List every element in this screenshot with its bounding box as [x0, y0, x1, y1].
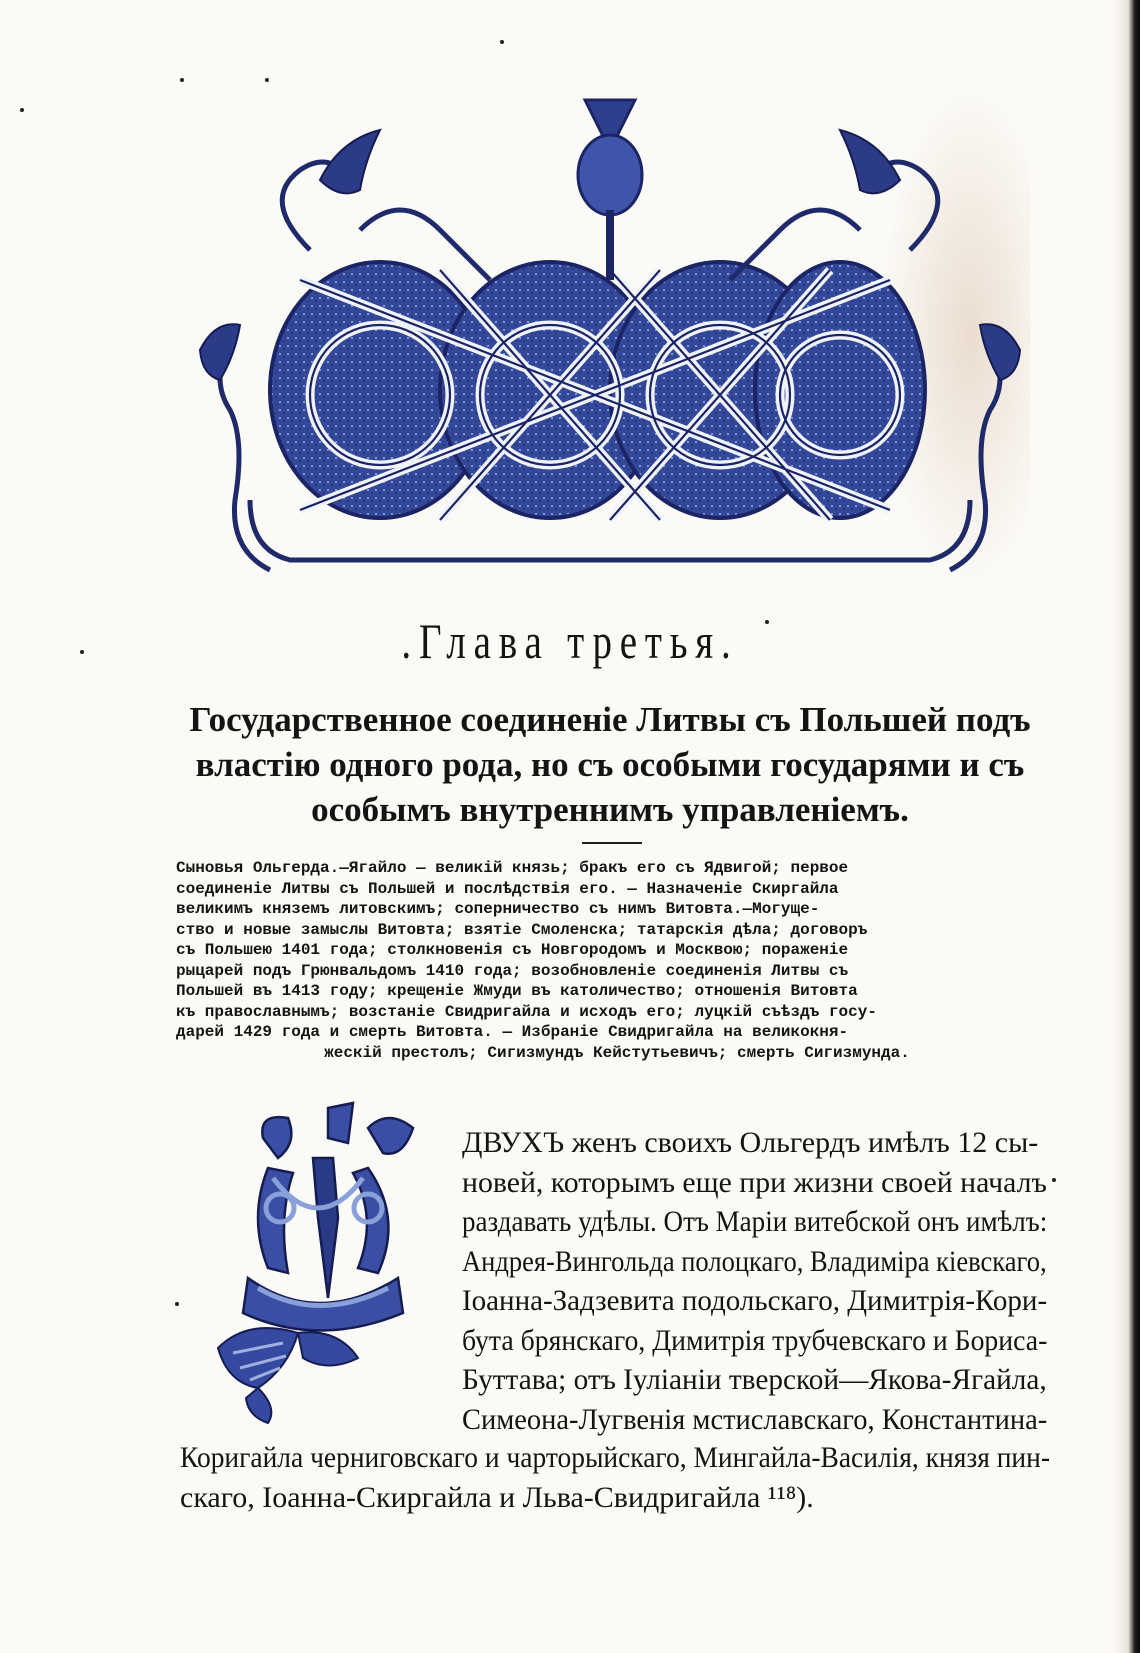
interlace-headpiece — [190, 80, 1030, 585]
body-line: раздавать удѣлы. Отъ Марiи витебской онъ имѣлъ: — [462, 1205, 1048, 1238]
body-line: Андрея-Вингольда полоцкаго, Владимiра кiевскаго, — [462, 1244, 1047, 1278]
summary-line: рыцарей подъ Грюнвальдомъ 1410 года; возобновленіе соединенія Литвы съ — [176, 961, 849, 980]
body-text-column-2 — [180, 1438, 1050, 1517]
chapter-heading: Государственное соединенiе Литвы съ Польшей подъ властiю одного рода, но съ особыми государями и съ особымъ внутреннимъ управленiемъ. — [189, 700, 1031, 829]
summary-line: къ православнымъ; возстаніе Свидригайла и исходъ его; луцкій съѣздъ госу- — [176, 1002, 877, 1021]
decorative-initial-ornament — [188, 1098, 450, 1428]
body-line: новей, которымъ еще при жизни своей началъ — [462, 1165, 1047, 1199]
body-line: Коригайла черниговскаго и чарторыйскаго, Мингайла-Василiя, князя пин- — [180, 1441, 1050, 1474]
scan-speck — [175, 1302, 179, 1306]
summary-line: великимъ княземъ литовскимъ; соперничество съ нимъ Витовта.—Могуще- — [176, 900, 820, 918]
scan-speck — [1052, 1178, 1056, 1182]
summary-line: Сыновья Ольгерда.—Ягайло — великій князь; бракъ его съ Ядвигой; первое — [176, 859, 849, 877]
scan-speck — [265, 78, 269, 82]
chapter-summary — [176, 858, 1044, 1063]
summary-line: соединеніе Литвы съ Польшей и послѣдствія его. — Назначеніе Скиргайла — [176, 879, 839, 898]
scan-speck — [500, 40, 504, 44]
chapter-title: .Глава третья. — [401, 613, 739, 669]
body-line: Буттава; отъ Iулiанiи тверской—Якова-Ягайла, — [462, 1363, 1047, 1396]
body-line: бута брянскаго, Димитрiя трубчевскаго и Бориса- — [462, 1323, 1048, 1357]
scan-speck — [180, 78, 184, 82]
body-line: Iоанна-Задзевита подольскаго, Димитрiя-Кори- — [462, 1284, 1048, 1317]
headpiece-finial — [578, 100, 642, 280]
body-line: Симеона-Лугвенiя мстиславскаго, Константина- — [462, 1402, 1048, 1436]
summary-line: Польшей въ 1413 году; крещеніе Жмуди въ католичество; отношенія Витовта — [176, 982, 858, 1000]
summary-line: ство и новые замыслы Витовта; взятіе Смоленска; татарскія дѣла; договоръ — [176, 920, 868, 939]
summary-line: съ Польшею 1401 года; столкновенія съ Новгородомъ и Москвою; пораженіе — [176, 941, 849, 959]
scan-speck — [765, 620, 769, 624]
scan-speck — [80, 650, 84, 654]
body-text-column-1 — [462, 1123, 1047, 1439]
summary-line: дарей 1429 года и смерть Витовта. — Избраніе Свидригайла на великокня- — [176, 1023, 849, 1041]
scan-speck — [20, 108, 24, 112]
body-line: скаго, Iоанна-Скиргайла и Льва-Свидригайла ¹¹⁸). — [180, 1480, 814, 1514]
body-line: ДВУХЪ женъ своихъ Ольгердъ имѣлъ 12 сы- — [462, 1126, 1039, 1159]
section-divider — [582, 842, 642, 844]
page-binding-edge — [1114, 0, 1140, 1653]
summary-line: жескій престолъ; Сигизмундъ Кейстутьевичъ; смерть Сигизмунда. — [324, 1043, 910, 1062]
